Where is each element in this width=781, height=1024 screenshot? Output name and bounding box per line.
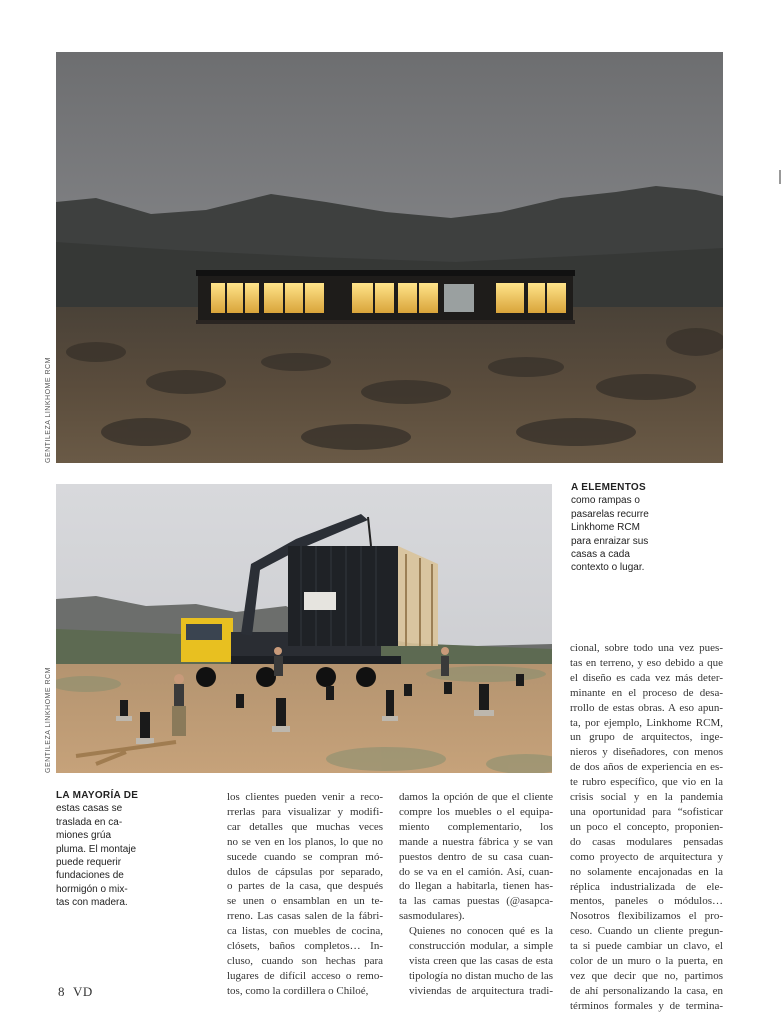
body-line: rrerlas para visualizar y modifi-	[227, 805, 383, 818]
body-line: ta las camas puestas (@asapca-	[399, 895, 553, 908]
body-line: términos formales y de termina-	[570, 999, 723, 1012]
body-line: sucede cuando se compran mó-	[227, 850, 383, 863]
caption-line: contexto o lugar.	[571, 562, 645, 574]
body-line: el diseño es cada vez más deter-	[570, 671, 723, 684]
photo-crane-installation	[56, 484, 552, 773]
body-line: tas en terreno, y eso debido a que	[570, 656, 723, 669]
body-line: color de un muro o la puerta, en	[570, 955, 723, 968]
body-column-3	[570, 641, 723, 1014]
body-line: Quienes no conocen qué es la	[409, 925, 553, 938]
body-line: cional, sobre todo una vez pues-	[570, 642, 723, 654]
body-line: vez que decir que no, partimos	[570, 969, 723, 982]
body-line: una oportunidad para “sofisticar	[570, 805, 723, 818]
body-line: damos la opción de que el cliente	[399, 791, 553, 803]
body-line: mande a nuestra fábrica y se van	[399, 835, 553, 848]
body-line: Nosotros flexibilizamos el pro-	[570, 910, 723, 923]
page-number: 8	[58, 984, 65, 999]
caption-line: hormigón o mix-	[56, 883, 128, 895]
photo-credit-bottom: GENTILEZA LINKHOME RCM	[45, 667, 52, 773]
caption-line: puede requerir	[56, 857, 122, 869]
caption-transport	[56, 789, 196, 910]
body-line: los clientes pueden venir a reco-	[227, 791, 383, 803]
body-line: sasmodulares).	[399, 910, 465, 923]
photo-house-dusk	[56, 52, 723, 463]
body-line: clósets, baños completos… In-	[227, 940, 383, 953]
body-line: de dos años de experiencia en es-	[570, 761, 723, 774]
body-line: un grupo de arquitectos, inge-	[570, 731, 723, 744]
body-line: nieros y diseñadores, con menos	[570, 746, 723, 759]
body-line: un poco el concepto, proponien-	[570, 820, 723, 833]
body-line: do se va en el camión. Así, cuan-	[399, 865, 553, 878]
body-line: o partes de la casa, que después	[227, 880, 383, 893]
body-paragraph	[399, 790, 553, 924]
caption-line: estas casas se	[56, 803, 123, 815]
body-line: lugares de difícil acceso o remo-	[227, 969, 383, 982]
body-line: ceso. Cuando un cliente pregun-	[570, 925, 723, 938]
body-line: te rubro específico, que vio en la	[570, 776, 723, 789]
house-dusk-illustration	[56, 52, 723, 463]
caption-transport-lead: LA MAYORÍA DE	[56, 790, 139, 801]
body-paragraph	[227, 790, 383, 999]
body-line: réplica industrializada de ele-	[570, 880, 723, 893]
body-line: miento complementario, los	[399, 820, 553, 833]
caption-line: casas a cada	[571, 549, 630, 561]
body-line: construcción modular, a simple	[409, 940, 553, 953]
caption-line: Linkhome RCM	[571, 522, 640, 534]
body-column-1	[227, 790, 383, 999]
caption-line: traslada en ca-	[56, 816, 123, 828]
body-line: de ahí personalizando la casa, en	[570, 984, 723, 997]
caption-line: tas con madera.	[56, 897, 128, 909]
folio	[58, 984, 93, 1000]
caption-line: pluma. El montaje	[56, 843, 137, 855]
caption-line: como rampas o	[571, 495, 640, 507]
body-line: tipología no distan mucho de las	[409, 969, 553, 982]
body-line: do llegan a habitarla, tienen has-	[399, 880, 553, 893]
body-line: no se ven en los planos, lo que no	[227, 835, 383, 848]
caption-ramps-lead: A ELEMENTOS	[571, 482, 646, 493]
body-line: crisis social y en la pandemia	[570, 791, 723, 804]
body-line: no solamente encajonadas en la	[570, 865, 723, 878]
body-line: minante en el proceso de desa-	[570, 686, 723, 699]
body-paragraph	[399, 924, 553, 999]
body-line: se unen o ensamblan en un te-	[227, 895, 383, 908]
body-line: compre los muebles o el equipa-	[399, 805, 553, 818]
body-line: do casas modulares pensadas	[570, 835, 723, 848]
body-line: rreno. Las casas salen de la fábri-	[227, 910, 383, 923]
body-paragraph	[570, 641, 723, 1014]
caption-line: fundaciones de	[56, 870, 124, 882]
body-line: ca listas, con muebles de cocina,	[227, 925, 383, 938]
magazine-name: VD	[73, 984, 93, 999]
body-line: puestos dentro de su casa cuan-	[399, 850, 553, 863]
body-line: vista creen que las casas de esta	[409, 954, 553, 967]
body-line: cluso, cuando son hechas para	[227, 954, 383, 967]
body-line: mentos, paneles o módulos…	[570, 895, 723, 908]
body-line: viviendas de arquitectura tradi-	[409, 984, 553, 997]
body-line: como proyecto de arquitectura y	[570, 850, 723, 863]
body-column-2	[399, 790, 553, 999]
body-line: ta si puede cambiar un clavo, el	[570, 940, 723, 953]
photo-credit-top: GENTILEZA LINKHOME RCM	[45, 357, 52, 463]
caption-line: miones grúa	[56, 830, 112, 842]
body-line: car detalles que muchas veces	[227, 820, 383, 833]
body-line: tos, como la cordillera o Chiloé,	[227, 984, 369, 997]
caption-line: pasarelas recurre	[571, 508, 649, 520]
crane-illustration	[56, 484, 552, 773]
caption-line: para enraizar sus	[571, 535, 649, 547]
body-line: dulos de cápsulas por separado,	[227, 865, 383, 878]
caption-ramps	[571, 481, 721, 575]
body-line: ta, por ejemplo, Linkhome RCM,	[570, 716, 723, 729]
body-line: rrollo de estas obras. A eso apun-	[570, 701, 723, 714]
